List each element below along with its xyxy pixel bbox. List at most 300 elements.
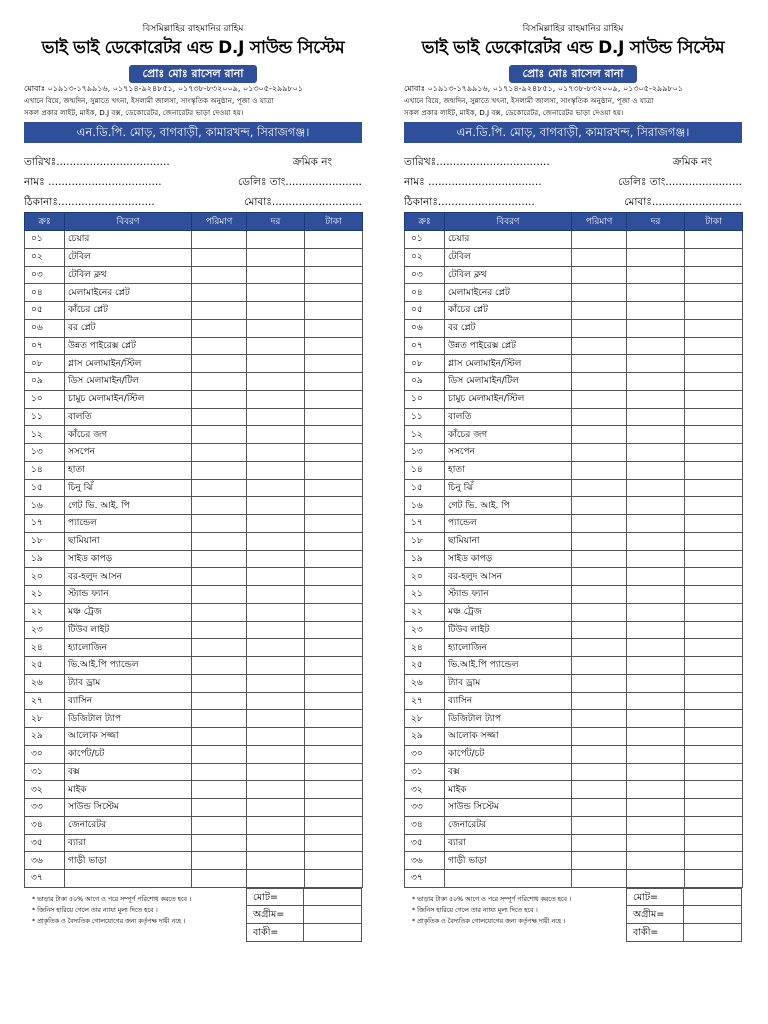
row-quantity[interactable] (192, 603, 247, 621)
row-amount[interactable] (685, 408, 743, 426)
row-quantity[interactable] (192, 231, 247, 249)
row-amount[interactable] (305, 337, 363, 355)
row-quantity[interactable] (572, 639, 627, 657)
row-amount[interactable] (685, 621, 743, 639)
row-quantity[interactable] (572, 337, 627, 355)
field-row-name (404, 172, 742, 192)
row-rate[interactable] (627, 355, 685, 373)
name-field[interactable]: নামঃ .................................. (404, 176, 542, 188)
row-amount[interactable] (305, 834, 363, 852)
row-quantity[interactable] (192, 355, 247, 373)
row-quantity[interactable] (572, 834, 627, 852)
row-serial: ১৩ (25, 444, 65, 462)
row-rate[interactable] (247, 302, 305, 320)
row-amount[interactable] (685, 319, 743, 337)
table-row (405, 302, 743, 320)
service-description-1: এখানে বিয়ে, জন্মদিন, সুন্নাতে খৎনা, ইসলামী জালসা, সাংস্কৃতিক অনুষ্ঠান, পূজা ও যাত্রা (404, 96, 654, 105)
table-row (25, 408, 363, 426)
row-quantity[interactable] (572, 444, 627, 462)
row-quantity[interactable] (192, 337, 247, 355)
note-item: * ভাড়ার টাকা ৫০% আগে ও পরে সম্পূর্ণ পরিশোধ করতে হবে । (32, 895, 192, 903)
row-rate[interactable] (627, 763, 685, 781)
row-description: ব্যারা (65, 834, 192, 852)
row-amount[interactable] (685, 515, 743, 533)
row-quantity[interactable] (572, 799, 627, 817)
row-amount[interactable] (685, 816, 743, 834)
row-quantity[interactable] (192, 692, 247, 710)
row-quantity[interactable] (572, 248, 627, 266)
row-rate[interactable] (627, 603, 685, 621)
row-rate[interactable] (247, 444, 305, 462)
row-amount[interactable] (305, 763, 363, 781)
row-rate[interactable] (247, 834, 305, 852)
row-rate[interactable] (627, 319, 685, 337)
row-quantity[interactable] (572, 816, 627, 834)
row-amount[interactable] (685, 870, 743, 888)
row-quantity[interactable] (572, 497, 627, 515)
serial-field[interactable]: ক্রমিক নং (292, 156, 332, 168)
row-rate[interactable] (247, 586, 305, 604)
row-quantity[interactable] (572, 479, 627, 497)
row-amount[interactable] (305, 266, 363, 284)
row-quantity[interactable] (572, 550, 627, 568)
row-description: টেবিল ক্লথ (445, 266, 572, 284)
row-quantity[interactable] (192, 497, 247, 515)
row-amount[interactable] (305, 603, 363, 621)
row-amount[interactable] (305, 373, 363, 391)
row-amount[interactable] (685, 834, 743, 852)
row-quantity[interactable] (192, 302, 247, 320)
row-quantity[interactable] (192, 710, 247, 728)
row-amount[interactable] (305, 799, 363, 817)
row-amount[interactable] (305, 231, 363, 249)
row-quantity[interactable] (572, 568, 627, 586)
row-rate[interactable] (247, 479, 305, 497)
row-quantity[interactable] (192, 461, 247, 479)
row-quantity[interactable] (192, 444, 247, 462)
table-row (25, 284, 363, 302)
row-amount[interactable] (685, 231, 743, 249)
row-rate[interactable] (247, 621, 305, 639)
row-quantity[interactable] (572, 302, 627, 320)
row-rate[interactable] (247, 337, 305, 355)
row-quantity[interactable] (192, 816, 247, 834)
row-amount[interactable] (305, 639, 363, 657)
row-quantity[interactable] (572, 781, 627, 799)
row-rate[interactable] (627, 266, 685, 284)
row-amount[interactable] (685, 568, 743, 586)
row-serial: ০৫ (25, 302, 65, 320)
row-quantity[interactable] (192, 248, 247, 266)
row-quantity[interactable] (192, 745, 247, 763)
row-rate[interactable] (247, 284, 305, 302)
row-serial: ৩০ (405, 745, 445, 763)
row-quantity[interactable] (572, 515, 627, 533)
row-quantity[interactable] (572, 586, 627, 604)
row-quantity[interactable] (572, 231, 627, 249)
row-amount[interactable] (685, 266, 743, 284)
row-description: চেয়ার (65, 231, 192, 249)
row-amount[interactable] (685, 586, 743, 604)
row-rate[interactable] (627, 532, 685, 550)
row-description: বর-হলুদ আসন (445, 568, 572, 586)
due-value[interactable] (304, 924, 362, 942)
row-quantity[interactable] (192, 799, 247, 817)
row-rate[interactable] (247, 816, 305, 834)
row-description: বক্স (65, 763, 192, 781)
row-description: ব্যারা (445, 834, 572, 852)
row-amount[interactable] (305, 657, 363, 675)
row-amount[interactable] (685, 799, 743, 817)
row-quantity[interactable] (192, 586, 247, 604)
row-serial: ১৪ (25, 461, 65, 479)
row-amount[interactable] (305, 355, 363, 373)
row-serial: ১৫ (25, 479, 65, 497)
row-rate[interactable] (247, 852, 305, 870)
row-rate[interactable] (627, 248, 685, 266)
row-rate[interactable] (627, 497, 685, 515)
advance-row (246, 906, 362, 924)
row-description: বালতি (65, 408, 192, 426)
row-quantity[interactable] (572, 710, 627, 728)
row-amount[interactable] (685, 852, 743, 870)
row-rate[interactable] (627, 745, 685, 763)
row-rate[interactable] (627, 302, 685, 320)
row-serial: ৩৬ (405, 852, 445, 870)
table-row (25, 444, 363, 462)
row-description: ডিস মেলামাইন/টিল (445, 373, 572, 391)
row-quantity[interactable] (192, 266, 247, 284)
table-header-row (405, 213, 743, 231)
row-quantity[interactable] (192, 532, 247, 550)
row-amount[interactable] (305, 461, 363, 479)
row-rate[interactable] (627, 870, 685, 888)
row-amount[interactable] (685, 373, 743, 391)
row-rate[interactable] (627, 816, 685, 834)
row-rate[interactable] (627, 781, 685, 799)
table-row (25, 710, 363, 728)
row-quantity[interactable] (572, 266, 627, 284)
row-rate[interactable] (247, 728, 305, 746)
row-quantity[interactable] (572, 745, 627, 763)
row-amount[interactable] (305, 515, 363, 533)
row-amount[interactable] (305, 710, 363, 728)
row-rate[interactable] (247, 426, 305, 444)
row-quantity[interactable] (192, 550, 247, 568)
row-rate[interactable] (627, 674, 685, 692)
proprietor-badge: প্রোঃ মোঃ রাসেল রানা (509, 65, 638, 83)
row-serial: ০৩ (405, 266, 445, 284)
row-quantity[interactable] (192, 390, 247, 408)
row-rate[interactable] (247, 497, 305, 515)
row-rate[interactable] (627, 231, 685, 249)
table-row (405, 248, 743, 266)
row-rate[interactable] (627, 426, 685, 444)
due-value[interactable] (684, 924, 742, 942)
row-quantity[interactable] (572, 692, 627, 710)
row-serial: ১০ (405, 390, 445, 408)
row-amount[interactable] (685, 497, 743, 515)
row-quantity[interactable] (572, 373, 627, 391)
business-name: ভাই ভাই ডেকোরেটর এন্ড D.J সাউন্ড সিস্টেম (41, 38, 345, 58)
row-rate[interactable] (627, 461, 685, 479)
address-banner: এন.ডি.পি. মোড়, বাগবাড়ী, কামারখন্দ, সিরাজগঞ্জ। (24, 122, 362, 143)
row-description: বর প্লেট (65, 319, 192, 337)
row-rate[interactable] (247, 745, 305, 763)
row-rate[interactable] (627, 390, 685, 408)
row-amount[interactable] (305, 532, 363, 550)
row-amount[interactable] (685, 657, 743, 675)
row-rate[interactable] (627, 515, 685, 533)
row-amount[interactable] (685, 674, 743, 692)
table-row (25, 302, 363, 320)
row-quantity[interactable] (192, 284, 247, 302)
row-amount[interactable] (685, 692, 743, 710)
total-label: মোট= (246, 888, 304, 906)
row-quantity[interactable] (572, 870, 627, 888)
row-description: আলোক সজ্জা (65, 728, 192, 746)
row-rate[interactable] (247, 710, 305, 728)
row-rate[interactable] (247, 781, 305, 799)
row-amount[interactable] (305, 852, 363, 870)
row-quantity[interactable] (572, 728, 627, 746)
total-row (246, 888, 362, 906)
delivery-date-field[interactable]: ডেলিঃ তাং....................... (238, 176, 362, 188)
row-quantity[interactable] (192, 621, 247, 639)
row-description: ট্যাব ড্রাম (65, 674, 192, 692)
row-quantity[interactable] (192, 852, 247, 870)
row-amount[interactable] (305, 497, 363, 515)
row-description: বর প্লেট (445, 319, 572, 337)
row-description: ছামিয়ানা (65, 532, 192, 550)
row-rate[interactable] (247, 568, 305, 586)
delivery-date-field[interactable]: ডেলিঃ তাং....................... (618, 176, 742, 188)
row-serial: ৩১ (25, 763, 65, 781)
row-amount[interactable] (685, 745, 743, 763)
row-quantity[interactable] (192, 728, 247, 746)
row-quantity[interactable] (192, 426, 247, 444)
row-amount[interactable] (685, 390, 743, 408)
row-quantity[interactable] (192, 319, 247, 337)
row-rate[interactable] (627, 692, 685, 710)
row-amount[interactable] (305, 479, 363, 497)
row-quantity[interactable] (572, 284, 627, 302)
row-amount[interactable] (305, 444, 363, 462)
row-amount[interactable] (685, 444, 743, 462)
row-amount[interactable] (305, 870, 363, 888)
row-amount[interactable] (305, 550, 363, 568)
row-description: ভি.আই.পি প্যান্ডেল (445, 657, 572, 675)
row-quantity[interactable] (192, 834, 247, 852)
row-rate[interactable] (627, 639, 685, 657)
row-amount[interactable] (305, 745, 363, 763)
row-quantity[interactable] (192, 373, 247, 391)
row-rate[interactable] (627, 568, 685, 586)
row-rate[interactable] (627, 479, 685, 497)
row-quantity[interactable] (572, 426, 627, 444)
row-amount[interactable] (305, 319, 363, 337)
row-quantity[interactable] (572, 657, 627, 675)
row-amount[interactable] (685, 461, 743, 479)
row-quantity[interactable] (192, 479, 247, 497)
row-description: বক্স (445, 763, 572, 781)
total-value[interactable] (684, 888, 742, 906)
row-amount[interactable] (305, 816, 363, 834)
row-serial: ৩২ (25, 781, 65, 799)
row-rate[interactable] (247, 319, 305, 337)
row-rate[interactable] (247, 603, 305, 621)
row-rate[interactable] (247, 657, 305, 675)
row-quantity[interactable] (192, 657, 247, 675)
date-field[interactable]: তারিখঃ.................................. (24, 156, 170, 168)
row-quantity[interactable] (192, 408, 247, 426)
serial-field[interactable]: ক্রমিক নং (672, 156, 712, 168)
table-row (25, 870, 363, 888)
row-rate[interactable] (627, 586, 685, 604)
row-amount[interactable] (305, 568, 363, 586)
row-rate[interactable] (247, 550, 305, 568)
row-rate[interactable] (247, 461, 305, 479)
row-amount[interactable] (685, 355, 743, 373)
row-rate[interactable] (627, 834, 685, 852)
row-rate[interactable] (247, 763, 305, 781)
field-row-address (24, 192, 362, 212)
table-row (25, 728, 363, 746)
row-rate[interactable] (247, 248, 305, 266)
row-amount[interactable] (685, 728, 743, 746)
row-rate[interactable] (247, 373, 305, 391)
row-quantity[interactable] (192, 515, 247, 533)
row-rate[interactable] (247, 515, 305, 533)
row-quantity[interactable] (572, 532, 627, 550)
row-amount[interactable] (305, 621, 363, 639)
total-value[interactable] (304, 888, 362, 906)
row-amount[interactable] (685, 284, 743, 302)
row-amount[interactable] (305, 674, 363, 692)
row-rate[interactable] (627, 284, 685, 302)
advance-value[interactable] (304, 906, 362, 924)
row-amount[interactable] (685, 763, 743, 781)
date-field[interactable]: তারিখঃ.................................. (404, 156, 550, 168)
row-amount[interactable] (685, 426, 743, 444)
row-quantity[interactable] (572, 603, 627, 621)
row-quantity[interactable] (192, 639, 247, 657)
row-rate[interactable] (247, 408, 305, 426)
row-amount[interactable] (685, 639, 743, 657)
row-amount[interactable] (305, 586, 363, 604)
row-rate[interactable] (627, 373, 685, 391)
row-rate[interactable] (247, 799, 305, 817)
row-amount[interactable] (685, 781, 743, 799)
row-amount[interactable] (305, 390, 363, 408)
row-rate[interactable] (627, 657, 685, 675)
row-amount[interactable] (305, 248, 363, 266)
row-amount[interactable] (305, 781, 363, 799)
row-rate[interactable] (247, 692, 305, 710)
row-amount[interactable] (685, 248, 743, 266)
row-serial: ২৮ (405, 710, 445, 728)
row-rate[interactable] (627, 710, 685, 728)
row-quantity[interactable] (192, 763, 247, 781)
row-amount[interactable] (305, 284, 363, 302)
row-rate[interactable] (247, 266, 305, 284)
row-rate[interactable] (247, 674, 305, 692)
row-amount[interactable] (685, 710, 743, 728)
row-rate[interactable] (627, 444, 685, 462)
row-quantity[interactable] (572, 763, 627, 781)
row-description: টেবিল (65, 248, 192, 266)
table-row (405, 532, 743, 550)
row-description: প্যান্ডেল (65, 515, 192, 533)
row-rate[interactable] (627, 799, 685, 817)
row-serial: ২৭ (405, 692, 445, 710)
address-field[interactable]: ঠিকানাঃ............................. (404, 196, 535, 208)
row-amount[interactable] (305, 408, 363, 426)
row-quantity[interactable] (572, 674, 627, 692)
row-description: ডিজিটাল ট্যাপ (65, 710, 192, 728)
row-quantity[interactable] (572, 852, 627, 870)
row-rate[interactable] (247, 355, 305, 373)
table-row (25, 319, 363, 337)
row-amount[interactable] (685, 532, 743, 550)
row-rate[interactable] (627, 408, 685, 426)
row-quantity[interactable] (572, 621, 627, 639)
row-rate[interactable] (627, 728, 685, 746)
mobile-numbers: মোবাঃ ০১৯১৩-১৭৯৯১৬, ০১৭১৪-৯২৪৮৫১, ০১৭৩৮-৮৩২০০৯, ০১৩০৫-২৯৯৮০১ (24, 84, 304, 93)
row-quantity[interactable] (572, 461, 627, 479)
row-amount[interactable] (305, 302, 363, 320)
table-row (25, 852, 363, 870)
row-description (445, 870, 572, 888)
advance-value[interactable] (684, 906, 742, 924)
row-rate[interactable] (247, 870, 305, 888)
row-rate[interactable] (247, 639, 305, 657)
row-quantity[interactable] (572, 408, 627, 426)
row-quantity[interactable] (572, 355, 627, 373)
field-row-date (24, 152, 362, 172)
row-quantity[interactable] (572, 319, 627, 337)
row-rate[interactable] (627, 337, 685, 355)
row-quantity[interactable] (192, 674, 247, 692)
name-field[interactable]: নামঃ .................................. (24, 176, 162, 188)
address-field[interactable]: ঠিকানাঃ............................. (24, 196, 155, 208)
row-amount[interactable] (685, 302, 743, 320)
row-description: টিউব লাইট (65, 621, 192, 639)
row-amount[interactable] (685, 479, 743, 497)
row-amount[interactable] (305, 728, 363, 746)
row-amount[interactable] (685, 550, 743, 568)
row-quantity[interactable] (192, 870, 247, 888)
row-description: স্ট্যান্ড ফ্যান (65, 586, 192, 604)
row-quantity[interactable] (192, 781, 247, 799)
row-quantity[interactable] (192, 568, 247, 586)
row-serial: ০৮ (405, 355, 445, 373)
mobile-field[interactable]: মোবাঃ........................... (624, 196, 742, 208)
row-rate[interactable] (627, 621, 685, 639)
mobile-field[interactable]: মোবাঃ........................... (244, 196, 362, 208)
row-rate[interactable] (247, 231, 305, 249)
row-amount[interactable] (305, 692, 363, 710)
row-quantity[interactable] (572, 390, 627, 408)
row-rate[interactable] (247, 532, 305, 550)
table-row (25, 532, 363, 550)
row-amount[interactable] (685, 603, 743, 621)
row-rate[interactable] (247, 390, 305, 408)
row-amount[interactable] (305, 426, 363, 444)
row-rate[interactable] (627, 550, 685, 568)
row-amount[interactable] (685, 337, 743, 355)
row-rate[interactable] (627, 852, 685, 870)
